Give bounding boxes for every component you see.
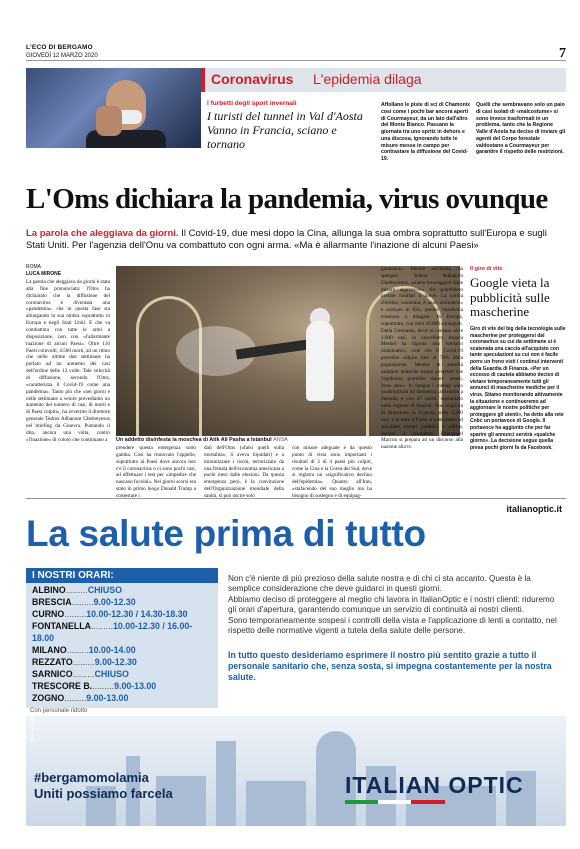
skier-photo <box>26 68 201 148</box>
ad-body <box>228 574 564 636</box>
article-column-1: La parola che aleggiava da giorni è stata alla fine pronunciata: l'Oms ha dichiarato che la diffusione del coronavirus è diventata una «pandemia», che in questa fase sta allungando la sua ombra soprattutto in Europa e negli Stati Uniti. E che va combattuta con tutte le armi a disposizione, non con «l'allarmante inazione di alcuni Paesi». Oltre 110 Paesi coinvolti, 4.500 morti, ad un ritmo che nelle ultime due settimane ha portato ad un aumento dei casi dell'ordine delle 13 volte. Tale velocità di diffusione, secondo l'Oms, «caratterizza il Covid-19 come una pandemia». Tanto più che «nei giorni e nelle settimane a venire prevediamo un aumento del numero di casi, di morti e di Paesi colpiti», ha avvertito il direttore generale Tedros Adhanom Ghebreyesus nel briefing da Ginevra. Puntando il dito, ancora una volta, contro «l'inazione» di coloro che continuano a <box>26 279 111 443</box>
teaser-kicker: I furbetti degli sport invernali <box>207 100 297 107</box>
hours-city: CURNO <box>32 608 65 619</box>
skyline-shape <box>246 781 306 826</box>
page-number: 7 <box>559 46 566 61</box>
ad-body-paragraph: Sono temporaneamente sospesi i controlli della vista e l'applicazione di lenti a contatto, nel rispetto delle normative vigenti a tutela della salute delle persone. <box>228 615 557 636</box>
hours-city: BRESCIA <box>32 596 72 607</box>
hours-leader: ......... <box>65 585 88 595</box>
hours-row <box>32 693 212 705</box>
hours-city: TRESCORE B. <box>32 680 93 691</box>
hours-note: Con personale ridotto <box>30 708 88 714</box>
hours-leader: ......... <box>64 692 87 703</box>
hours-time: CHIUSO <box>94 668 129 679</box>
hours-time: 10.00-14.00 <box>88 644 136 655</box>
hours-list <box>26 583 218 707</box>
byline-author: LUCA MIRONE <box>26 270 62 277</box>
hours-row <box>32 669 212 681</box>
hours-city: FONTANELLA <box>32 620 91 631</box>
hours-leader: ......... <box>71 596 94 607</box>
ad-url: italianoptic.it <box>506 504 562 514</box>
caption-credit: ANSA <box>273 437 288 443</box>
ad-motto: Uniti possiamo farcela <box>34 786 173 801</box>
hours-row <box>32 657 212 669</box>
article-column-5: giamento». Mentre sull'Italia, ha spiegato Tedros Adhanom Ghebreyesus, «siamo incoraggiati dalle misure aggressive» che potrebbero portare risultati a breve. La parola d'ordine, insomma, è «non arrendersi» e sermare le filia, perché l'epidemia continua a dilagare. In Europa, soprattutto, con oltre 20.000 contagiati. Dalla Germania, dove si contano oltre 1.800 casi, la cancelliera Angela Merkel ha dipinto uno scenario drammatico, cioè che il Covid-19 potrebbe colpire fino al 70% della popolazione. Mentre le autorità sanitarie tedesche hanno avvertito che l'epidemia potrebbe durare «mesi, forse anni». In Spagna i contagi sono quadruplicati da domenica, arrivando a duemila e con 47 morti, soprattutto nella regione di Madrid. Non migliora la situazione in Francia, oltre 2.200 casi, e in tutto il Paese si continuano ad annullare eventi pubblici a raffica, mentre il presidente Emmanuel Macron si prepara ad un discorso alla nazione alla tv. <box>381 266 463 451</box>
sidebar-body: Giro di vite del big della tecnologia sulle mascherine per proteggersi dal coronavirus su cui da settimane si è scatenata una caccia all'acquisto con tante speculazioni su cui non è facile porre un freno visti i continui interventi della Guardia di Finanza. «Per un eccesso di cautela abbiamo deciso di vietare temporaneamente tutti gli annunci di mascherine mediche per il virus. Stiamo monitorando attivamente la situazione e continueremo ad aggiornare le nostre politiche per proteggere gli utenti», ha detto alla rete Cnbc un portavoce di Google. Il portavoce ha aggiunto che per far sparire gli annunci servirà «qualche giorno». La decisione segue quella presa pochi giorni fa da Facebook. <box>470 326 566 451</box>
ad-hashtag: #bergamomolamia <box>34 770 149 785</box>
photo-shape <box>96 106 122 136</box>
hours-row <box>32 597 212 609</box>
hours-row <box>32 681 212 693</box>
hours-city: SARNICO <box>32 668 73 679</box>
hours-row <box>32 621 212 645</box>
main-headline: L'Oms dichiara la pandemia, virus ovunque <box>26 183 548 215</box>
banner-accent <box>201 68 205 92</box>
hours-leader: ......... <box>72 656 95 667</box>
hours-header: I NOSTRI ORARI: <box>26 568 218 583</box>
hours-time: 10.00-12.30 / 16.00-18.00 <box>32 620 193 643</box>
flag-stripe <box>345 800 445 804</box>
hours-box <box>26 568 218 708</box>
hours-time: 9.00-12.30 <box>94 656 137 667</box>
ad-thanks: In tutto questo desideriamo esprimere il nostro più sentito grazie a tutto il personale sanitario che, senza sosta, si impegna costantemente per la nostra salute. <box>228 650 552 683</box>
hours-city: ALBINO <box>32 585 66 595</box>
ad-side-label: AFFISSIONE <box>30 712 36 742</box>
article-column-2: prendere questa emergenza sotto gamba. Così ha rinnovato l'appello, soprattutto ai Paesi dove ancora non c'è il coronavirus o ci sono pochi casi, ad effettuare i test per «impedire che nascano focolai». Nei giorni scorsi era stato in primo luogo Donald Trump a contestare i <box>116 445 196 500</box>
hours-row <box>32 609 212 621</box>
paper-name: L'ECO DI BERGAMO <box>26 44 93 51</box>
ad-title: La salute prima di tutto <box>26 513 426 554</box>
byline <box>26 264 61 277</box>
hours-time: CHIUSO <box>87 585 122 595</box>
teaser-body-col1: Affollano le piste di sci di Chamonix così come i pochi bar ancora aperti di Courmayeur, da un lato dall'altro del Monte Bianco. Passano la giornata tra uno spritz in dehors e una discesa, ignorando tutte le misure messe in campo per contrastare la diffusione del Covid-19. <box>381 102 471 162</box>
hours-leader: ......... <box>72 668 95 679</box>
hours-city: REZZATO <box>32 656 73 667</box>
section-banner <box>201 68 566 92</box>
sidebar-kicker: Il giro di vite <box>470 266 503 272</box>
sidebar-box <box>470 266 566 451</box>
hours-time: 9.00-12.30 <box>93 596 136 607</box>
hours-leader: ......... <box>92 680 115 691</box>
byline-city: ROMA <box>26 264 41 270</box>
italianoptic-logo <box>345 770 560 808</box>
skyline-shape <box>156 776 206 826</box>
teaser-title: I turisti del tunnel in Val d'Aosta Vanno in Francia, sciano e tornano <box>207 109 363 151</box>
article-deck <box>26 228 556 253</box>
sidebar-title: Google vieta la pubblicità sulle mascherine <box>470 275 550 320</box>
hours-leader: ......... <box>66 644 89 655</box>
issue-date: GIOVEDÌ 12 MARZO 2020 <box>26 52 98 59</box>
hours-leader: ......... <box>90 620 113 631</box>
teaser-body-col2: Quelli che sembravano solo un paio di casi isolati di «malcostume» si sono invece trasformati in un problema, tanto che la Regione Valle d'Aosta ha deciso di inviare gli agenti del Corpo forestale valdostano a Courmayeur per garantire il rispetto delle restrizioni. <box>476 102 566 156</box>
logo-text: ITALIAN OPTIC <box>345 772 524 798</box>
banner-subtitle: L'epidemia dilaga <box>313 71 422 87</box>
ad-divider <box>26 498 566 499</box>
hours-time: 9.00-13.00 <box>114 680 157 691</box>
hours-city: MILANO <box>32 644 67 655</box>
hours-time: 10.00-12.30 / 14.30-18.30 <box>86 608 188 619</box>
caption-text: Un addetto disinfesta la moschea di Atik Ali Pasha a Istanbul <box>116 437 272 443</box>
photo-shape <box>306 321 334 401</box>
article-column-3: dati dell'Oms («falsi quelli sulla mortalità», li aveva liquidati) e a minimizzare i rischi, terrorizzato da una frenata dell'economia americana a pochi mesi dalle elezioni. Da questa emergenza però, è la convinzione dell'Organizzazione mondiale della sanità, si può uscire solo <box>204 445 284 500</box>
deck-lead: La parola che aleggiava da giorni. <box>26 228 179 239</box>
article-column-4: con misure adeguate e da questo punto di vista sono importanti i risultati di 2 di 4 paesi più colpiti, come la Cina e la Corea del Sud, dove si registra un «significativo declino dell'epidemia». Quanto all'Iran, «stafacendo del suo meglio ma ha bisogno di sostegno e di equipag- <box>292 445 372 500</box>
photo-caption <box>116 437 288 443</box>
top-divider <box>26 60 566 61</box>
deck-rest: Il Covid-19, due mesi dopo la Cina, allunga la sua ombra soprattutto sull'Europa e sugli Stati Uniti. Per l'agenzia dell'Onu va combattuto con ogni arma. «Ma è allarmante l'inazione di alcuni Paesi» <box>26 228 547 252</box>
hours-city: ZOGNO <box>32 692 65 703</box>
hours-row <box>32 645 212 657</box>
masthead <box>26 44 98 60</box>
hours-leader: ......... <box>64 608 87 619</box>
ad-body-paragraph: Abbiamo deciso di proteggere al meglio chi lavora in ItalianOptic e i nostri clienti: riduremo gli orari d'apertura, garantendo comunque un servizio di continuità ai nostri clienti. <box>228 594 555 615</box>
banner-keyword: Coronavirus <box>211 71 294 87</box>
ad-body-paragraph: Non c'è niente di più prezioso della salute nostra e di chi ci sta accanto. Questa è la semplice considerazione che deve guidarci in questi giorni. <box>228 574 531 594</box>
hours-time: 9.00-13.00 <box>86 692 129 703</box>
hours-row <box>32 585 212 597</box>
skyline-shape <box>216 741 236 826</box>
